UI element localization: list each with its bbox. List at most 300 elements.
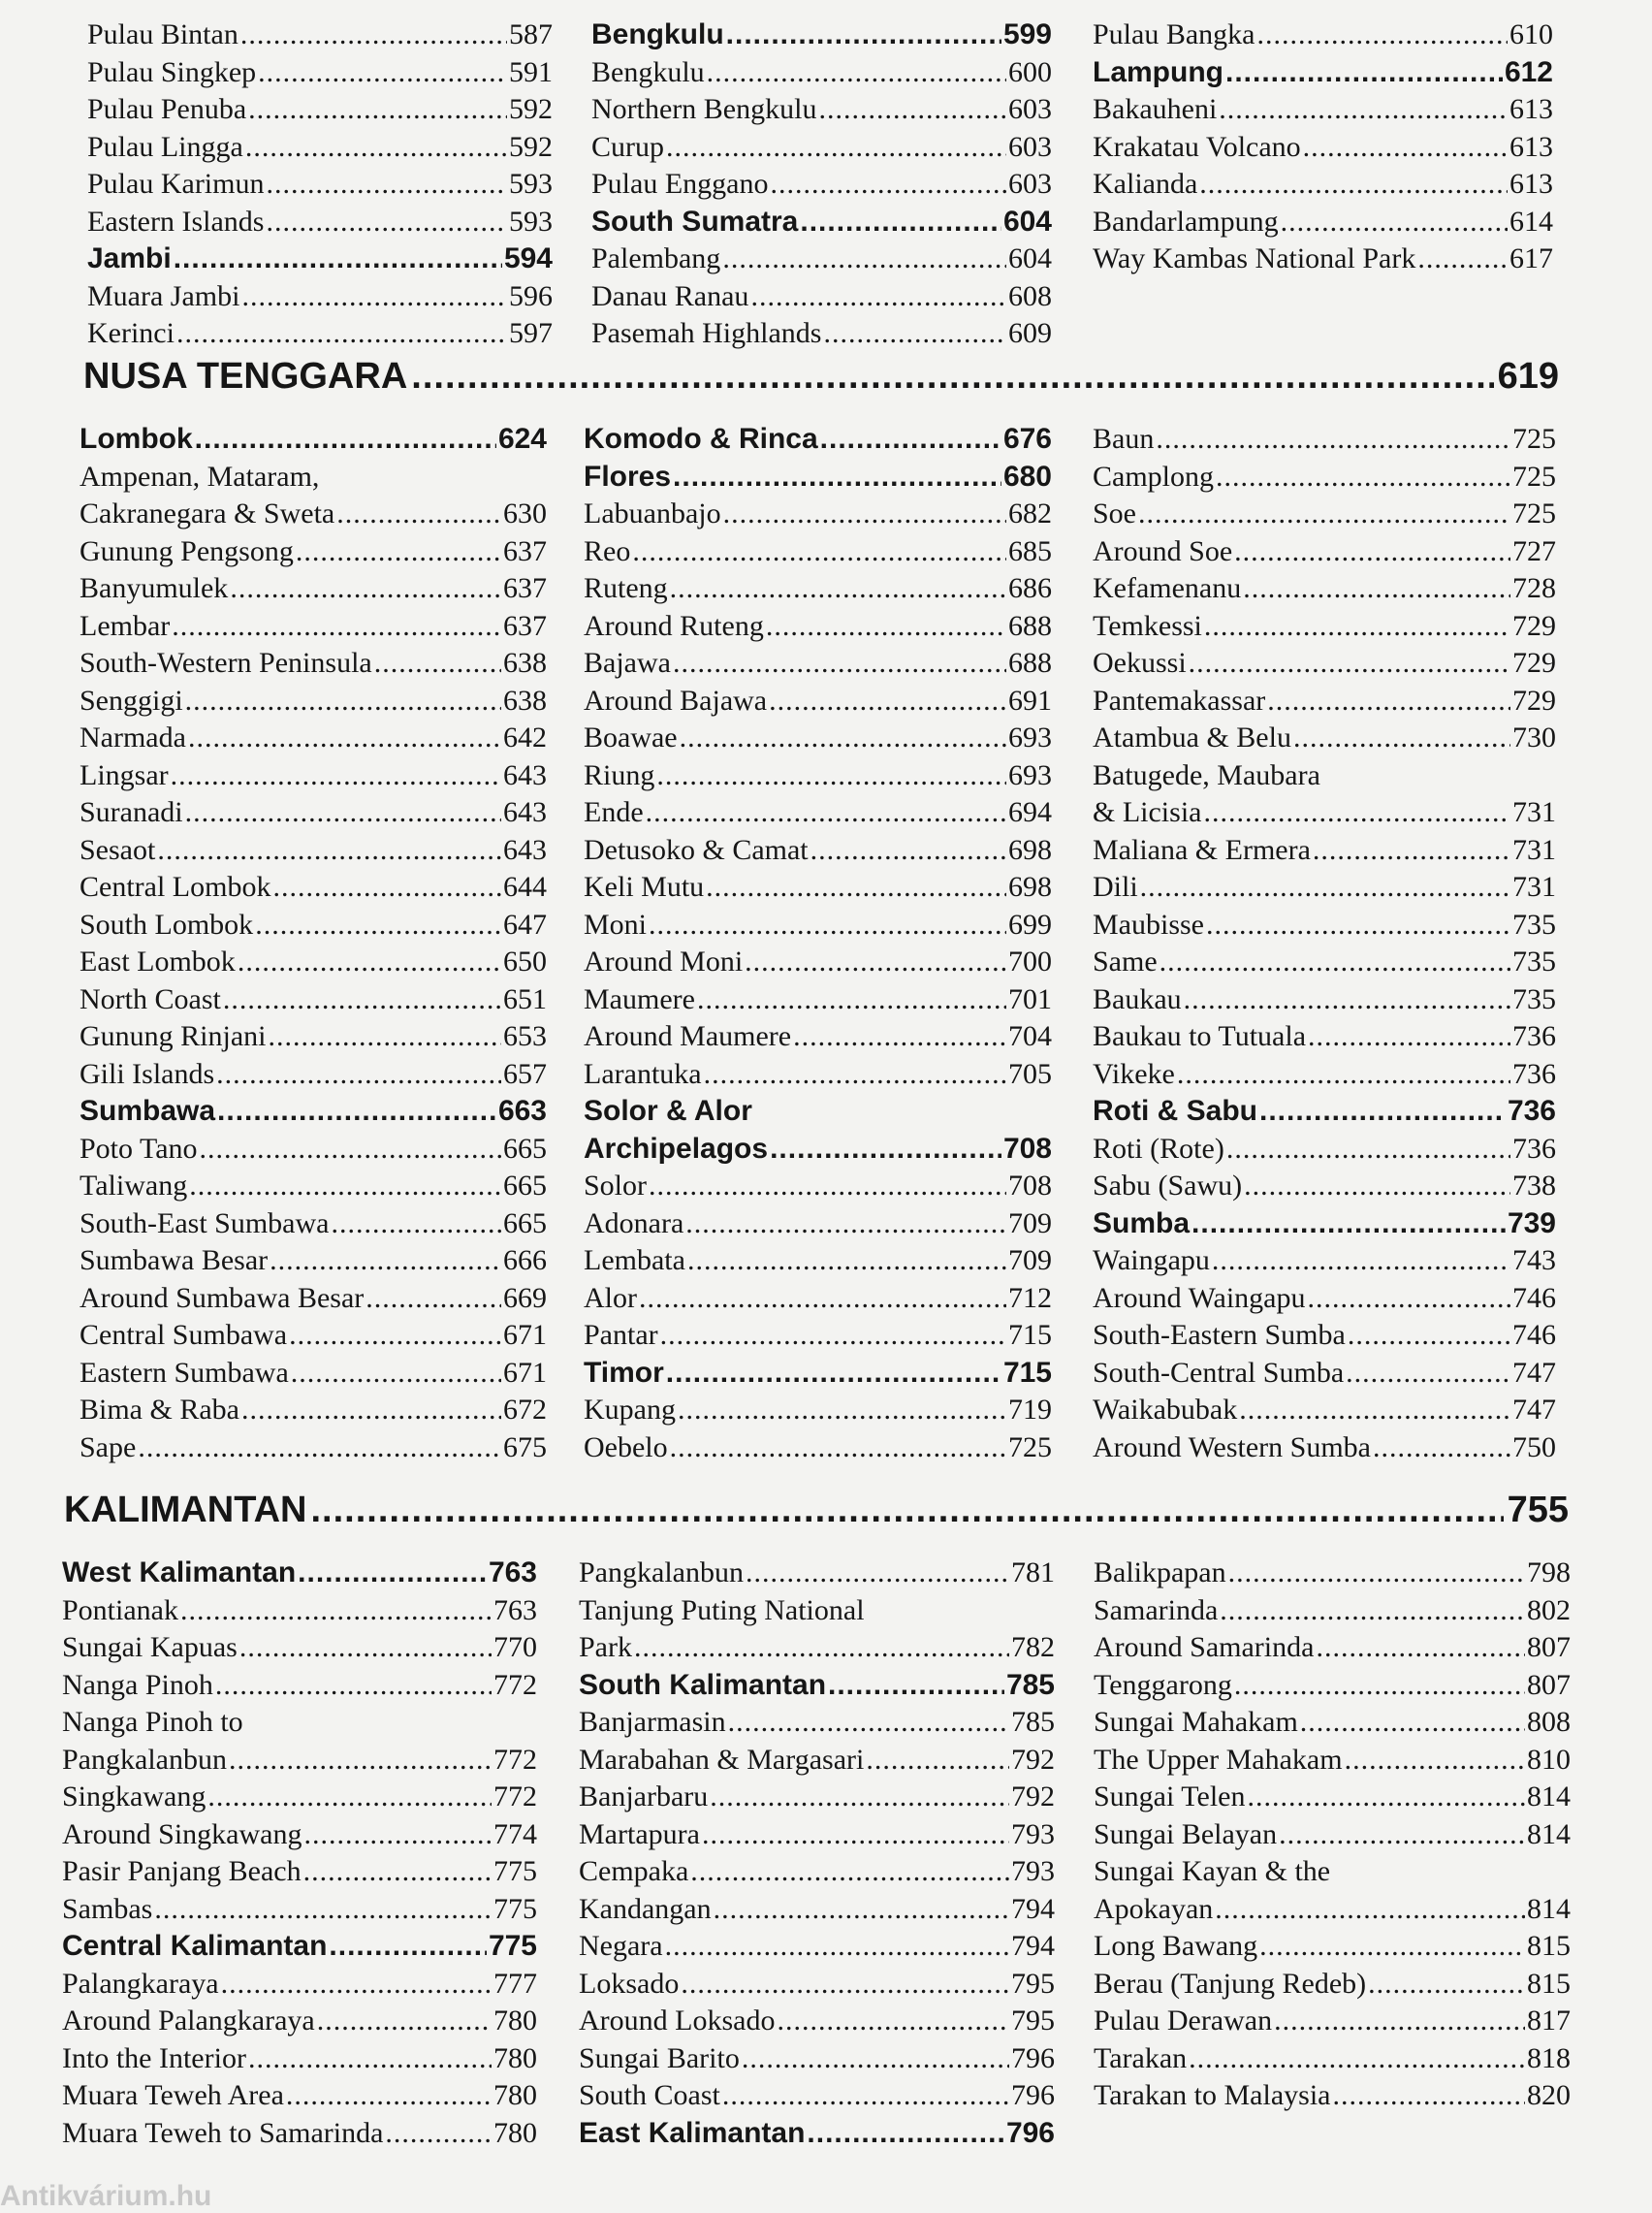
entry-title: Palangkaraya bbox=[62, 1967, 219, 2000]
entry-page-number: 671 bbox=[503, 1319, 547, 1351]
toc-heading-entry[interactable] bbox=[87, 241, 553, 278]
toc-entry[interactable] bbox=[87, 315, 553, 353]
toc-entry[interactable] bbox=[584, 1242, 1052, 1280]
entry-page-number: 665 bbox=[503, 1170, 547, 1202]
toc-entry[interactable] bbox=[1094, 1592, 1571, 1630]
toc-entry[interactable] bbox=[584, 720, 1052, 757]
toc-entry[interactable] bbox=[584, 645, 1052, 683]
toc-entry[interactable] bbox=[79, 1280, 547, 1318]
dot-leader bbox=[185, 683, 501, 721]
entry-page-number: 729 bbox=[1512, 684, 1556, 717]
dot-leader bbox=[239, 1629, 492, 1667]
entry-title: South Kalimantan bbox=[579, 1668, 827, 1701]
dot-leader bbox=[707, 54, 1006, 92]
toc-entry[interactable] bbox=[1094, 1966, 1571, 2004]
toc-heading-entry[interactable] bbox=[584, 421, 1052, 459]
toc-entry[interactable] bbox=[591, 315, 1052, 353]
toc-entry[interactable] bbox=[584, 869, 1052, 907]
entry-title: Baun bbox=[1093, 423, 1155, 455]
entry-page-number: 644 bbox=[503, 871, 547, 903]
dot-leader bbox=[188, 720, 501, 757]
entry-title: Around Soe bbox=[1093, 534, 1233, 567]
toc-entry[interactable] bbox=[79, 1018, 547, 1056]
toc-entry[interactable] bbox=[87, 16, 553, 54]
entry-title: Long Bawang bbox=[1094, 1930, 1258, 1962]
toc-entry[interactable] bbox=[62, 1779, 537, 1816]
entry-page-number: 593 bbox=[509, 205, 553, 238]
dot-leader bbox=[1189, 645, 1510, 683]
toc-heading-entry[interactable] bbox=[579, 1667, 1055, 1705]
entry-page-number: 708 bbox=[1002, 1132, 1052, 1165]
entry-page-number: 725 bbox=[1512, 460, 1556, 493]
entry-title: Tenggarong bbox=[1094, 1668, 1232, 1701]
entry-title: Tanjung Puting National bbox=[579, 1593, 865, 1626]
entry-title: Banjarmasin bbox=[579, 1706, 726, 1738]
toc-entry[interactable] bbox=[579, 2003, 1055, 2040]
entry-page-number: 685 bbox=[1008, 534, 1052, 567]
dot-leader bbox=[1417, 241, 1508, 278]
dot-leader bbox=[678, 1392, 1006, 1429]
toc-entry[interactable] bbox=[79, 570, 547, 608]
toc-entry[interactable] bbox=[584, 757, 1052, 795]
dot-leader bbox=[639, 1280, 1006, 1318]
section-heading-nusa-tenggara[interactable] bbox=[83, 356, 1559, 398]
dot-leader bbox=[1239, 1392, 1510, 1429]
dot-leader bbox=[1220, 1592, 1525, 1630]
toc-entry[interactable] bbox=[1093, 944, 1556, 981]
toc-entry[interactable] bbox=[579, 1742, 1055, 1780]
dot-leader bbox=[1243, 570, 1510, 608]
entry-page-number: 666 bbox=[503, 1244, 547, 1276]
toc-entry[interactable] bbox=[79, 496, 547, 533]
entry-page-number: 795 bbox=[1011, 2005, 1055, 2037]
entry-title: Vikeke bbox=[1093, 1057, 1175, 1090]
entry-title: Bajawa bbox=[584, 647, 671, 679]
entry-page-number: 730 bbox=[1512, 722, 1556, 754]
entry-title: Curup bbox=[591, 130, 664, 163]
entry-title: Bengkulu bbox=[591, 18, 724, 50]
entry-page-number: 747 bbox=[1512, 1356, 1556, 1389]
toc-entry[interactable] bbox=[579, 2077, 1055, 2115]
dot-leader bbox=[769, 683, 1006, 721]
entry-page-number: 592 bbox=[509, 93, 553, 125]
entry-page-number: 613 bbox=[1509, 93, 1553, 125]
dot-leader bbox=[217, 1093, 496, 1131]
toc-entry[interactable] bbox=[79, 1205, 547, 1243]
toc-entry[interactable] bbox=[591, 54, 1052, 92]
entry-page-number: 739 bbox=[1507, 1206, 1556, 1239]
toc-entry[interactable] bbox=[1094, 2040, 1571, 2078]
entry-page-number: 705 bbox=[1008, 1057, 1052, 1090]
entry-page-number: 792 bbox=[1011, 1743, 1055, 1776]
toc-entry[interactable] bbox=[1094, 1891, 1571, 1929]
entry-page-number: 680 bbox=[1002, 460, 1052, 493]
entry-page-number: 775 bbox=[493, 1855, 537, 1887]
entry-title: Reo bbox=[584, 534, 631, 567]
toc-entry[interactable] bbox=[584, 608, 1052, 646]
toc-entry[interactable] bbox=[79, 533, 547, 571]
entry-page-number: 777 bbox=[493, 1967, 537, 2000]
toc-entry[interactable] bbox=[1093, 1317, 1556, 1355]
dot-leader bbox=[722, 2077, 1009, 2115]
dot-leader bbox=[770, 166, 1006, 204]
toc-entry[interactable] bbox=[1094, 1928, 1571, 1966]
toc-entry[interactable] bbox=[584, 1056, 1052, 1094]
entry-title: Maliana & Ermera bbox=[1093, 833, 1311, 866]
toc-column-nusa-2 bbox=[584, 421, 1052, 1466]
toc-entry[interactable] bbox=[79, 981, 547, 1019]
toc-entry[interactable] bbox=[584, 907, 1052, 945]
toc-entry[interactable] bbox=[87, 204, 553, 241]
dot-leader bbox=[289, 1317, 501, 1355]
entry-page-number: 638 bbox=[503, 684, 547, 717]
toc-entry[interactable] bbox=[1094, 1742, 1571, 1780]
toc-entry[interactable] bbox=[79, 459, 547, 497]
entry-title: Labuanbajo bbox=[584, 497, 721, 529]
toc-entry[interactable] bbox=[1094, 1555, 1571, 1592]
toc-heading-entry[interactable] bbox=[584, 1355, 1052, 1393]
entry-page-number: 651 bbox=[503, 982, 547, 1015]
toc-entry[interactable] bbox=[1093, 907, 1556, 945]
toc-entry[interactable] bbox=[87, 166, 553, 204]
toc-entry[interactable] bbox=[584, 832, 1052, 870]
toc-entry[interactable] bbox=[1093, 16, 1553, 54]
toc-entry[interactable] bbox=[1093, 241, 1553, 278]
toc-entry[interactable] bbox=[579, 1928, 1055, 1966]
entry-page-number: 637 bbox=[503, 534, 547, 567]
toc-entry[interactable] bbox=[1093, 1168, 1556, 1205]
toc-heading-entry[interactable] bbox=[1093, 1093, 1556, 1131]
toc-entry[interactable] bbox=[62, 1592, 537, 1630]
dot-leader bbox=[1256, 16, 1508, 54]
toc-entry[interactable] bbox=[1093, 1355, 1556, 1393]
toc-entry[interactable] bbox=[1093, 204, 1553, 241]
entry-page-number: 731 bbox=[1512, 871, 1556, 903]
entry-page-number: 704 bbox=[1008, 1020, 1052, 1052]
entry-title: East Lombok bbox=[79, 946, 236, 978]
toc-entry[interactable] bbox=[79, 1355, 547, 1393]
toc-entry[interactable] bbox=[1094, 1629, 1571, 1667]
entry-title: Into the Interior bbox=[62, 2041, 246, 2074]
toc-entry[interactable] bbox=[1093, 496, 1556, 533]
toc-entry[interactable] bbox=[1094, 2077, 1571, 2115]
toc-entry[interactable] bbox=[79, 944, 547, 981]
entry-title: Cempaka bbox=[579, 1855, 689, 1887]
toc-entry[interactable] bbox=[62, 1816, 537, 1854]
toc-entry[interactable] bbox=[584, 1280, 1052, 1318]
toc-entry[interactable] bbox=[62, 1853, 537, 1891]
entry-page-number: 736 bbox=[1507, 1095, 1556, 1127]
toc-entry[interactable] bbox=[579, 1629, 1055, 1667]
toc-entry[interactable] bbox=[62, 2115, 537, 2153]
toc-entry[interactable] bbox=[79, 1131, 547, 1169]
dot-leader bbox=[266, 204, 507, 241]
dot-leader bbox=[195, 421, 496, 459]
dot-leader bbox=[1373, 1429, 1510, 1467]
toc-entry[interactable] bbox=[591, 91, 1052, 129]
dot-leader bbox=[1234, 1667, 1525, 1705]
toc-heading-entry[interactable] bbox=[62, 1928, 537, 1966]
toc-entry[interactable] bbox=[62, 1891, 537, 1929]
dot-leader bbox=[171, 757, 501, 795]
dot-leader bbox=[649, 907, 1006, 945]
toc-entry[interactable] bbox=[579, 1779, 1055, 1816]
dot-leader bbox=[221, 1966, 492, 2004]
dot-leader bbox=[154, 1891, 492, 1929]
entry-title: Pasir Panjang Beach bbox=[62, 1855, 302, 1887]
entry-page-number: 820 bbox=[1527, 2079, 1571, 2111]
toc-heading-entry[interactable] bbox=[1093, 54, 1553, 92]
toc-entry[interactable] bbox=[1093, 757, 1556, 795]
dot-leader bbox=[1216, 459, 1510, 497]
toc-heading-entry[interactable] bbox=[79, 1093, 547, 1131]
dot-leader bbox=[230, 570, 501, 608]
entry-title: Marabahan & Margasari bbox=[579, 1743, 865, 1776]
dot-leader bbox=[303, 1853, 492, 1891]
entry-page-number: 775 bbox=[488, 1930, 537, 1962]
toc-entry[interactable] bbox=[1094, 1853, 1571, 1891]
entry-title: Poto Tano bbox=[79, 1132, 198, 1165]
dot-leader bbox=[329, 1928, 487, 1966]
entry-page-number: 772 bbox=[493, 1743, 537, 1776]
entry-title: Bengkulu bbox=[591, 55, 705, 88]
toc-entry[interactable] bbox=[584, 1317, 1052, 1355]
dot-leader bbox=[241, 1392, 501, 1429]
toc-entry[interactable] bbox=[1093, 166, 1553, 204]
toc-entry[interactable] bbox=[1093, 1018, 1556, 1056]
toc-heading-entry[interactable] bbox=[579, 2115, 1055, 2153]
entry-title: Gunung Pengsong bbox=[79, 534, 294, 567]
toc-entry[interactable] bbox=[584, 496, 1052, 533]
toc-entry[interactable] bbox=[79, 757, 547, 795]
toc-entry[interactable] bbox=[79, 683, 547, 721]
entry-page-number: 731 bbox=[1512, 833, 1556, 866]
dot-leader bbox=[1259, 1093, 1506, 1131]
toc-entry[interactable] bbox=[79, 1168, 547, 1205]
toc-entry[interactable] bbox=[79, 1056, 547, 1094]
toc-entry[interactable] bbox=[1094, 1704, 1571, 1742]
dot-leader bbox=[1156, 421, 1510, 459]
entry-title: Archipelagos bbox=[584, 1132, 769, 1165]
toc-heading-entry[interactable] bbox=[584, 1131, 1052, 1169]
entry-title: Pulau Karimun bbox=[87, 168, 265, 200]
toc-entry[interactable] bbox=[1093, 1392, 1556, 1429]
entry-page-number: 736 bbox=[1512, 1132, 1556, 1165]
toc-entry[interactable] bbox=[591, 166, 1052, 204]
toc-entry[interactable] bbox=[79, 608, 547, 646]
toc-entry[interactable] bbox=[1093, 1429, 1556, 1467]
toc-entry[interactable] bbox=[1094, 2003, 1571, 2040]
toc-entry[interactable] bbox=[62, 2003, 537, 2040]
toc-entry[interactable] bbox=[591, 241, 1052, 278]
toc-entry[interactable] bbox=[584, 981, 1052, 1019]
toc-entry[interactable] bbox=[79, 645, 547, 683]
toc-heading-entry[interactable] bbox=[62, 1555, 537, 1592]
dot-leader bbox=[665, 1928, 1009, 1966]
toc-entry[interactable] bbox=[1093, 570, 1556, 608]
entry-page-number: 735 bbox=[1512, 982, 1556, 1015]
toc-entry[interactable] bbox=[79, 794, 547, 832]
toc-entry[interactable] bbox=[62, 1629, 537, 1667]
toc-entry[interactable] bbox=[1093, 91, 1553, 129]
entry-page-number: 736 bbox=[1512, 1057, 1556, 1090]
dot-leader bbox=[702, 1816, 1009, 1854]
entry-title: Krakatau Volcano bbox=[1093, 130, 1301, 163]
toc-entry[interactable] bbox=[579, 1853, 1055, 1891]
toc-entry[interactable] bbox=[584, 794, 1052, 832]
dot-leader bbox=[1332, 2077, 1525, 2115]
toc-entry[interactable] bbox=[584, 1018, 1052, 1056]
toc-entry[interactable] bbox=[1094, 1816, 1571, 1854]
toc-heading-entry[interactable] bbox=[584, 1093, 1052, 1131]
toc-entry[interactable] bbox=[584, 1168, 1052, 1205]
dot-leader bbox=[385, 2115, 492, 2153]
toc-entry[interactable] bbox=[1093, 608, 1556, 646]
entry-page-number: 792 bbox=[1011, 1780, 1055, 1812]
toc-heading-entry[interactable] bbox=[1093, 1205, 1556, 1243]
entry-title: Bandarlampung bbox=[1093, 205, 1279, 238]
toc-entry[interactable] bbox=[579, 2040, 1055, 2078]
section-title: KALIMANTAN bbox=[64, 1490, 307, 1530]
toc-entry[interactable] bbox=[62, 1667, 537, 1705]
entry-title: Banjarbaru bbox=[579, 1780, 709, 1812]
toc-entry[interactable] bbox=[1093, 683, 1556, 721]
toc-entry[interactable] bbox=[62, 1966, 537, 2004]
toc-entry[interactable] bbox=[62, 1742, 537, 1780]
dot-leader bbox=[1225, 54, 1503, 92]
toc-heading-entry[interactable] bbox=[79, 421, 547, 459]
entry-title: Ruteng bbox=[584, 572, 668, 604]
dot-leader bbox=[656, 757, 1006, 795]
entry-page-number: 729 bbox=[1512, 609, 1556, 642]
entry-page-number: 643 bbox=[503, 833, 547, 866]
entry-title: Oebelo bbox=[584, 1430, 668, 1463]
entry-page-number: 609 bbox=[1008, 317, 1052, 349]
dot-leader bbox=[189, 1168, 501, 1205]
entry-title: Sungai Barito bbox=[579, 2041, 740, 2074]
entry-title: Tarakan to Malaysia bbox=[1094, 2079, 1331, 2111]
toc-heading-entry[interactable] bbox=[591, 16, 1052, 54]
toc-entry[interactable] bbox=[1093, 794, 1556, 832]
toc-entry[interactable] bbox=[1093, 1280, 1556, 1318]
toc-entry[interactable] bbox=[79, 869, 547, 907]
toc-entry[interactable] bbox=[1093, 533, 1556, 571]
entry-page-number: 793 bbox=[1011, 1817, 1055, 1850]
dot-leader bbox=[1368, 1966, 1525, 2004]
entry-page-number: 814 bbox=[1527, 1780, 1571, 1812]
toc-entry[interactable] bbox=[87, 54, 553, 92]
toc-entry[interactable] bbox=[62, 1704, 537, 1742]
entry-page-number: 591 bbox=[509, 55, 553, 88]
entry-title: Muara Teweh Area bbox=[62, 2079, 284, 2111]
dot-leader bbox=[241, 278, 507, 316]
toc-entry[interactable] bbox=[579, 1555, 1055, 1592]
toc-entry[interactable] bbox=[584, 570, 1052, 608]
entry-title: Roti & Sabu bbox=[1093, 1095, 1257, 1127]
dot-leader bbox=[1274, 2003, 1525, 2040]
entry-title: Pontianak bbox=[62, 1593, 178, 1626]
toc-entry[interactable] bbox=[584, 533, 1052, 571]
toc-entry[interactable] bbox=[87, 278, 553, 316]
dot-leader bbox=[245, 129, 507, 167]
toc-entry[interactable] bbox=[1093, 720, 1556, 757]
toc-entry[interactable] bbox=[79, 720, 547, 757]
entry-title: Central Sumbawa bbox=[79, 1319, 288, 1351]
toc-entry[interactable] bbox=[591, 129, 1052, 167]
entry-page-number: 747 bbox=[1512, 1394, 1556, 1426]
toc-entry[interactable] bbox=[1093, 869, 1556, 907]
toc-entry[interactable] bbox=[79, 1317, 547, 1355]
dot-leader bbox=[223, 981, 501, 1019]
toc-entry[interactable] bbox=[584, 683, 1052, 721]
toc-entry[interactable] bbox=[579, 1816, 1055, 1854]
toc-entry[interactable] bbox=[591, 278, 1052, 316]
toc-entry[interactable] bbox=[579, 1891, 1055, 1929]
section-heading-kalimantan[interactable] bbox=[64, 1490, 1569, 1531]
dot-leader bbox=[828, 1667, 1004, 1705]
toc-entry[interactable] bbox=[79, 907, 547, 945]
entry-page-number: 808 bbox=[1527, 1706, 1571, 1738]
toc-entry[interactable] bbox=[1093, 1056, 1556, 1094]
toc-entry[interactable] bbox=[1093, 129, 1553, 167]
toc-entry[interactable] bbox=[1094, 1779, 1571, 1816]
toc-entry[interactable] bbox=[87, 91, 553, 129]
dot-leader bbox=[1212, 1242, 1510, 1280]
dot-leader bbox=[240, 16, 507, 54]
toc-entry[interactable] bbox=[1093, 981, 1556, 1019]
toc-entry[interactable] bbox=[1093, 645, 1556, 683]
entry-page-number: 642 bbox=[503, 722, 547, 754]
entry-page-number: 794 bbox=[1011, 1892, 1055, 1925]
entry-title: Martapura bbox=[579, 1817, 700, 1850]
toc-entry[interactable] bbox=[87, 129, 553, 167]
toc-entry[interactable] bbox=[1093, 832, 1556, 870]
entry-page-number: 663 bbox=[497, 1095, 547, 1127]
toc-entry[interactable] bbox=[1093, 421, 1556, 459]
toc-entry[interactable] bbox=[79, 1429, 547, 1467]
entry-page-number: 637 bbox=[503, 609, 547, 642]
entry-title: Pulau Derawan bbox=[1094, 2005, 1273, 2037]
dot-leader bbox=[766, 608, 1006, 646]
entry-title: Danau Ranau bbox=[591, 279, 749, 312]
toc-entry[interactable] bbox=[62, 2077, 537, 2115]
toc-entry[interactable] bbox=[579, 1966, 1055, 2004]
entry-page-number: 700 bbox=[1008, 946, 1052, 978]
dot-leader bbox=[310, 1490, 1503, 1531]
toc-entry[interactable] bbox=[1093, 1131, 1556, 1169]
entry-page-number: 817 bbox=[1527, 2005, 1571, 2037]
toc-entry[interactable] bbox=[1093, 1242, 1556, 1280]
toc-entry[interactable] bbox=[579, 1592, 1055, 1630]
toc-entry[interactable] bbox=[62, 2040, 537, 2078]
dot-leader bbox=[1308, 1280, 1511, 1318]
entry-title: Solor bbox=[584, 1170, 648, 1202]
toc-entry[interactable] bbox=[1094, 1667, 1571, 1705]
toc-entry[interactable] bbox=[79, 1392, 547, 1429]
toc-entry[interactable] bbox=[584, 1392, 1052, 1429]
toc-entry[interactable] bbox=[79, 832, 547, 870]
dot-leader bbox=[800, 204, 1001, 241]
toc-entry[interactable] bbox=[79, 1242, 547, 1280]
dot-leader bbox=[1160, 944, 1510, 981]
toc-entry[interactable] bbox=[584, 1205, 1052, 1243]
toc-entry[interactable] bbox=[584, 1429, 1052, 1467]
toc-heading-entry[interactable] bbox=[591, 204, 1052, 241]
toc-entry[interactable] bbox=[579, 1704, 1055, 1742]
toc-entry[interactable] bbox=[584, 944, 1052, 981]
toc-heading-entry[interactable] bbox=[584, 459, 1052, 497]
toc-entry[interactable] bbox=[1093, 459, 1556, 497]
